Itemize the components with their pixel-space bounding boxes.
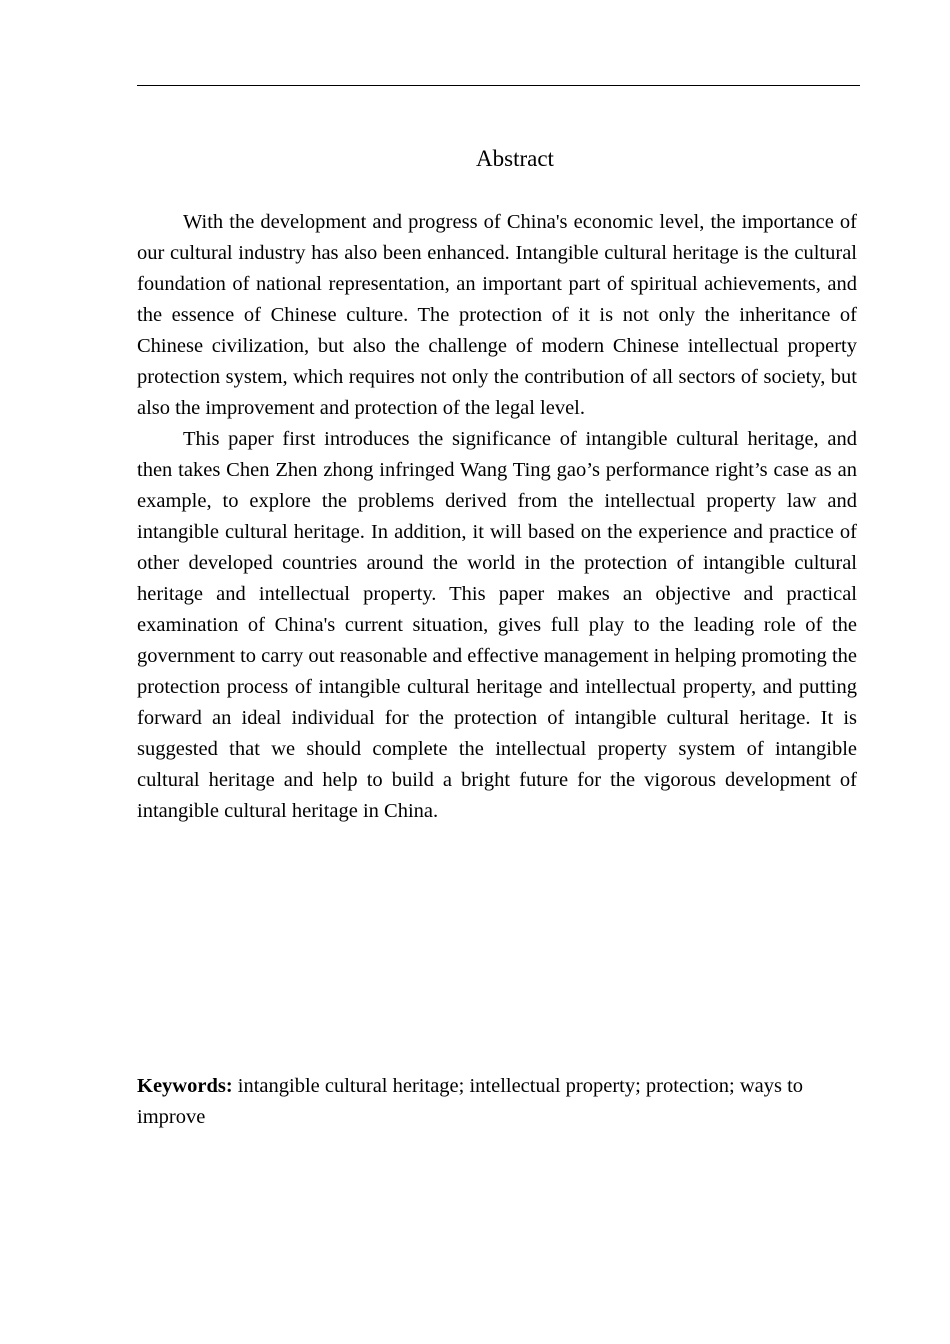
abstract-paragraph-2: This paper first introduces the significance of intangible cultural heritage, and then takes Chen Zhen zhong infringed Wang Ting gao’s performance right’s case as an example, to explore the problems derived from the intellectual property law and intangible cultural heritage. In addition, it will based on the experience and practice of other developed countries around the world in the protection of intangible cultural heritage and intellectual property. This paper makes an objective and practical examination of China's current situation, gives full play to the leading role of the government to carry out reasonable and effective management in helping promoting the protection process of intangible cultural heritage and intellectual property, and putting forward an ideal individual for the protection of intangible cultural heritage. It is suggested that we should complete the intellectual property system of intangible cultural heritage and help to build a bright future for the vigorous development of intangible cultural heritage in China. (137, 428, 857, 822)
abstract-title: Abstract (476, 146, 554, 171)
abstract-body (137, 207, 857, 827)
keywords-label: Keywords: (137, 1075, 233, 1097)
keywords-text: intangible cultural heritage; intellectual property; protection; ways to improve (137, 1075, 804, 1128)
abstract-paragraph-1: With the development and progress of China's economic level, the importance of our cultural industry has also been enhanced. Intangible cultural heritage is the cultural foundation of national representation, an important part of spiritual achievements, and the essence of Chinese culture. The protection of it is not only the inheritance of Chinese civilization, but also the challenge of modern Chinese intellectual property protection system, which requires not only the contribution of all sectors of society, but also the improvement and protection of the legal level. (137, 211, 857, 419)
header-rule (137, 85, 860, 86)
keywords-line (137, 1071, 857, 1133)
